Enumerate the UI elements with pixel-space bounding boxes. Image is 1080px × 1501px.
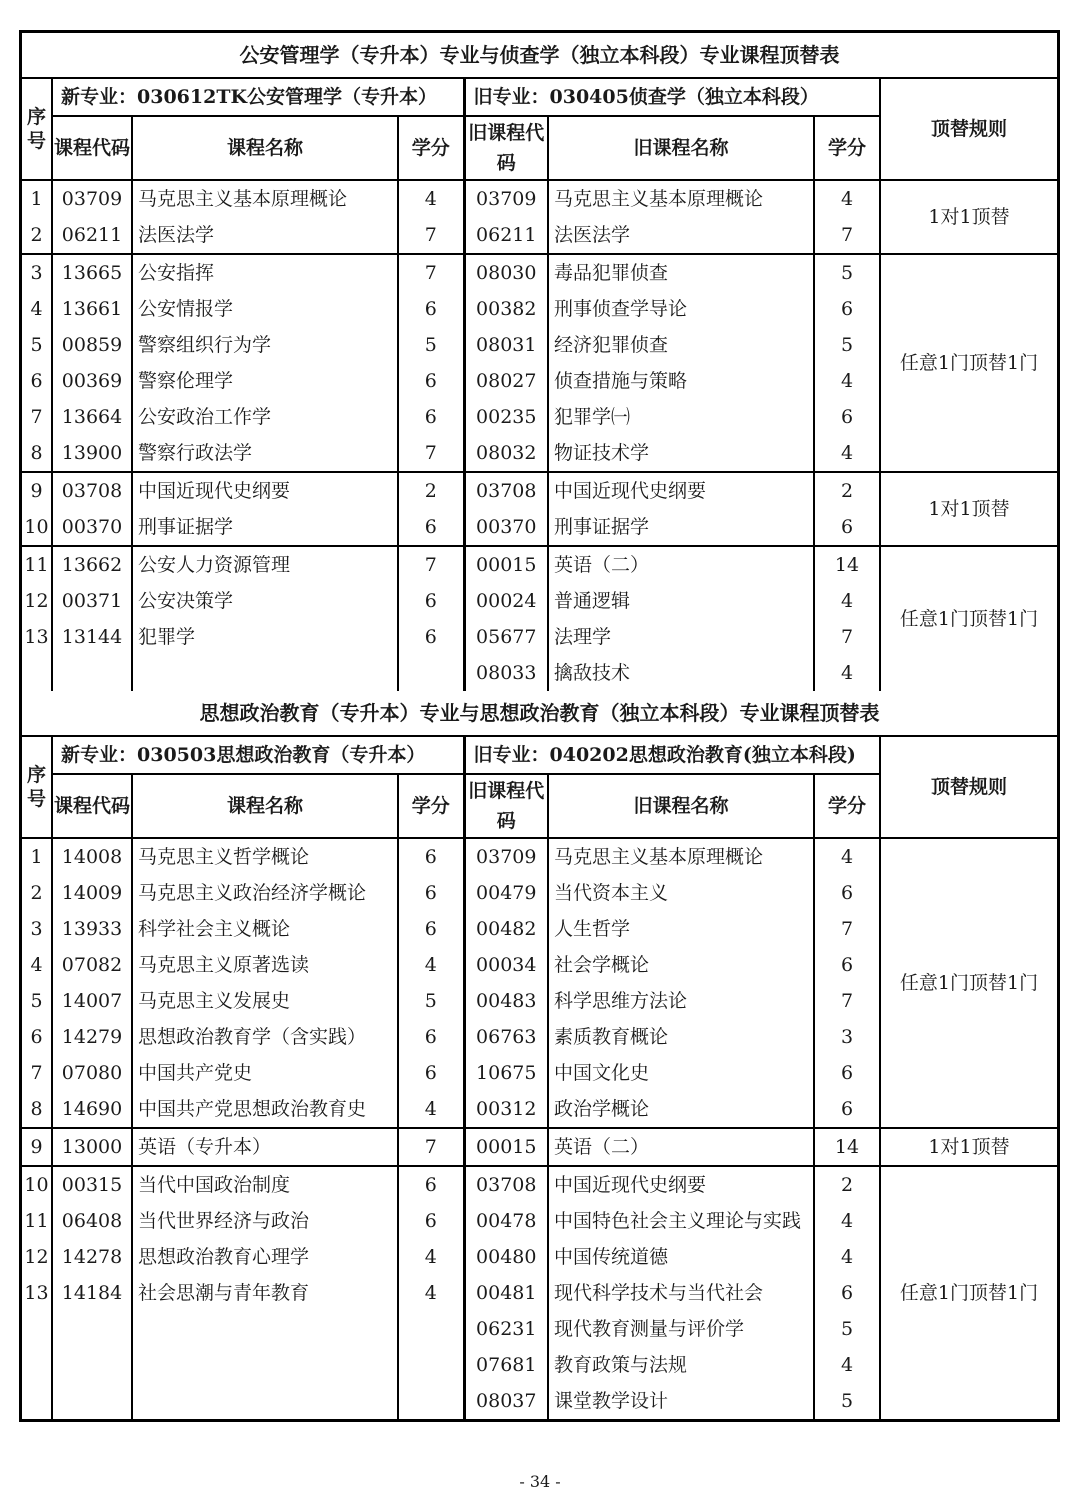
cell-old-credit: 7: [814, 619, 880, 655]
cell-old-credit: 4: [814, 363, 880, 399]
cell-old-name: 法医法学: [548, 217, 814, 254]
cell-old-name: 素质教育概论: [548, 1019, 814, 1055]
cell-old-credit: 6: [814, 1055, 880, 1091]
cell-name: 中国共产党思想政治教育史: [132, 1091, 398, 1128]
cell-name: 公安指挥: [132, 254, 398, 291]
cell-seq: 2: [22, 217, 52, 254]
cell-old-credit: 6: [814, 291, 880, 327]
cell-rule: 1对1顶替: [928, 206, 1010, 228]
cell-old-credit: 14: [814, 1128, 880, 1166]
cell-old-credit: 5: [814, 1383, 880, 1419]
old-major-label: 旧专业：040202思想政治教育(独立本科段): [464, 737, 880, 774]
cell-old-code: 08037: [464, 1383, 548, 1419]
cell-code: 13144: [52, 619, 132, 655]
cell-old-code: 00015: [464, 546, 548, 583]
table-row: [22, 1128, 1057, 1166]
cell-seq: 9: [22, 472, 52, 509]
cell-seq: 12: [22, 1239, 52, 1275]
cell-code: 00315: [52, 1166, 132, 1203]
cell-name: [132, 1347, 398, 1383]
table-row: [22, 254, 1057, 291]
new-major-label: 新专业：030612TK公安管理学（专升本）: [52, 79, 464, 116]
cell-code: 00859: [52, 327, 132, 363]
cell-old-name: 马克思主义基本原理概论: [548, 180, 814, 217]
cell-old-credit: 4: [814, 655, 880, 691]
cell-code: 14008: [52, 838, 132, 875]
cell-old-credit: 7: [814, 911, 880, 947]
header-row-majors: [22, 79, 1057, 116]
cell-old-name: 当代资本主义: [548, 875, 814, 911]
header-credit: 学分: [398, 774, 464, 838]
header-credit: 学分: [398, 116, 464, 180]
cell-code: 07080: [52, 1055, 132, 1091]
header-old-name: 旧课程名称: [548, 774, 814, 838]
cell-old-code: 06763: [464, 1019, 548, 1055]
cell-credit: 6: [398, 509, 464, 546]
section-political-education: [19, 691, 1060, 1422]
cell-code: 07082: [52, 947, 132, 983]
cell-code: 00370: [52, 509, 132, 546]
cell-old-code: 08027: [464, 363, 548, 399]
cell-name: 公安人力资源管理: [132, 546, 398, 583]
cell-credit: 6: [398, 838, 464, 875]
cell-seq: 5: [22, 983, 52, 1019]
cell-code: 13665: [52, 254, 132, 291]
cell-name: 法医法学: [132, 217, 398, 254]
cell-seq: 13: [22, 1275, 52, 1311]
cell-name: [132, 655, 398, 691]
cell-credit: 6: [398, 1203, 464, 1239]
cell-old-code: 08030: [464, 254, 548, 291]
cell-old-name: 法理学: [548, 619, 814, 655]
cell-old-credit: 4: [814, 583, 880, 619]
cell-credit: 4: [398, 180, 464, 217]
substitution-table: [22, 79, 1057, 691]
cell-seq: [22, 655, 52, 691]
cell-seq: 8: [22, 1091, 52, 1128]
cell-rule: 任意1门顶替1门: [880, 254, 1057, 472]
cell-name: 当代世界经济与政治: [132, 1203, 398, 1239]
cell-old-code: 06231: [464, 1311, 548, 1347]
cell-old-name: 现代教育测量与评价学: [548, 1311, 814, 1347]
cell-name: 中国共产党史: [132, 1055, 398, 1091]
cell-name: 思想政治教育心理学: [132, 1239, 398, 1275]
cell-rule: 1对1顶替: [880, 1128, 1057, 1166]
header-old-code: 旧课程代码: [464, 116, 548, 180]
cell-name: 科学社会主义概论: [132, 911, 398, 947]
cell-old-code: 03709: [464, 180, 548, 217]
cell-credit: [398, 1311, 464, 1347]
cell-code: 03709: [52, 180, 132, 217]
section-title: 公安管理学（专升本）专业与侦查学（独立本科段）专业课程顶替表: [22, 33, 1057, 79]
cell-old-name: 侦查措施与策略: [548, 363, 814, 399]
cell-code: 14278: [52, 1239, 132, 1275]
cell-old-code: 00235: [464, 399, 548, 435]
cell-old-name: 中国特色社会主义理论与实践: [548, 1203, 814, 1239]
cell-old-credit: 4: [814, 1239, 880, 1275]
cell-seq: 6: [22, 1019, 52, 1055]
cell-name: 英语（专升本）: [132, 1128, 398, 1166]
cell-code: 06408: [52, 1203, 132, 1239]
cell-old-credit: 2: [814, 1166, 880, 1203]
header-old-code: 旧课程代码: [464, 774, 548, 838]
cell-seq: 4: [22, 291, 52, 327]
cell-name: 马克思主义基本原理概论: [132, 180, 398, 217]
cell-seq: [22, 1383, 52, 1419]
cell-old-credit: 4: [814, 1347, 880, 1383]
cell-old-name: 中国文化史: [548, 1055, 814, 1091]
cell-old-code: 00480: [464, 1239, 548, 1275]
cell-old-credit: 6: [814, 1091, 880, 1128]
cell-name: 当代中国政治制度: [132, 1166, 398, 1203]
cell-seq: 4: [22, 947, 52, 983]
header-seq: 序号: [22, 79, 52, 180]
cell-code: 06211: [52, 217, 132, 254]
cell-name: 马克思主义政治经济学概论: [132, 875, 398, 911]
cell-credit: 6: [398, 1166, 464, 1203]
cell-name: 犯罪学: [132, 619, 398, 655]
cell-old-credit: 7: [814, 217, 880, 254]
cell-name: 马克思主义哲学概论: [132, 838, 398, 875]
cell-old-code: 03708: [464, 472, 548, 509]
cell-name: 思想政治教育学（含实践）: [132, 1019, 398, 1055]
cell-old-credit: 4: [814, 838, 880, 875]
cell-seq: 11: [22, 546, 52, 583]
table-row: [22, 1166, 1057, 1203]
new-major-label: 新专业：030503思想政治教育（专升本）: [52, 737, 464, 774]
cell-credit: [398, 1383, 464, 1419]
cell-seq: [22, 1347, 52, 1383]
cell-credit: 4: [398, 1275, 464, 1311]
cell-code: 13661: [52, 291, 132, 327]
cell-old-name: 中国传统道德: [548, 1239, 814, 1275]
header-old-name: 旧课程名称: [548, 116, 814, 180]
cell-name: 马克思主义发展史: [132, 983, 398, 1019]
cell-old-credit: 5: [814, 1311, 880, 1347]
cell-old-name: 课堂教学设计: [548, 1383, 814, 1419]
cell-old-code: 07681: [464, 1347, 548, 1383]
cell-old-credit: 4: [814, 180, 880, 217]
cell-old-name: 现代科学技术与当代社会: [548, 1275, 814, 1311]
cell-seq: 3: [22, 911, 52, 947]
header-seq: 序号: [22, 737, 52, 838]
cell-old-name: 教育政策与法规: [548, 1347, 814, 1383]
table-row: [22, 472, 1057, 509]
cell-old-code: 00479: [464, 875, 548, 911]
cell-old-code: 06211: [464, 217, 548, 254]
cell-old-code: 08032: [464, 435, 548, 472]
cell-seq: 1: [22, 180, 52, 217]
cell-old-code: 03708: [464, 1166, 548, 1203]
cell-old-code: 00483: [464, 983, 548, 1019]
cell-credit: [398, 655, 464, 691]
cell-name: 公安政治工作学: [132, 399, 398, 435]
cell-old-credit: 6: [814, 875, 880, 911]
cell-seq: 12: [22, 583, 52, 619]
cell-old-code: 03709: [464, 838, 548, 875]
cell-name: 公安决策学: [132, 583, 398, 619]
header-rule: 顶替规则: [880, 737, 1057, 838]
cell-rule: 任意1门顶替1门: [880, 1166, 1057, 1419]
header-name: 课程名称: [132, 116, 398, 180]
table-row: [22, 546, 1057, 583]
cell-seq: [22, 1311, 52, 1347]
cell-code: 14690: [52, 1091, 132, 1128]
cell-old-name: 社会学概论: [548, 947, 814, 983]
cell-credit: 5: [398, 327, 464, 363]
header-name: 课程名称: [132, 774, 398, 838]
cell-credit: 6: [398, 875, 464, 911]
course-substitution-sheet: [19, 30, 1060, 1422]
cell-old-name: 中国近现代史纲要: [548, 472, 814, 509]
cell-old-code: 00015: [464, 1128, 548, 1166]
header-code: 课程代码: [52, 116, 132, 180]
cell-credit: 6: [398, 1055, 464, 1091]
cell-old-code: 08031: [464, 327, 548, 363]
cell-seq: 3: [22, 254, 52, 291]
cell-old-code: 10675: [464, 1055, 548, 1091]
cell-old-name: 毒品犯罪侦查: [548, 254, 814, 291]
header-old-credit: 学分: [814, 116, 880, 180]
cell-credit: 7: [398, 435, 464, 472]
cell-rule: 任意1门顶替1门: [880, 546, 1057, 691]
cell-old-name: 人生哲学: [548, 911, 814, 947]
cell-name: 公安情报学: [132, 291, 398, 327]
cell-old-credit: 2: [814, 472, 880, 509]
cell-seq: 5: [22, 327, 52, 363]
header-row-majors: [22, 737, 1057, 774]
cell-code: 00371: [52, 583, 132, 619]
cell-old-code: 08033: [464, 655, 548, 691]
cell-seq: 10: [22, 509, 52, 546]
cell-old-name: 犯罪学㈠: [548, 399, 814, 435]
page-number: - 34 -: [519, 1472, 561, 1491]
cell-name: 中国近现代史纲要: [132, 472, 398, 509]
cell-old-name: 中国近现代史纲要: [548, 1166, 814, 1203]
cell-old-name: 刑事证据学: [548, 509, 814, 546]
header-old-credit: 学分: [814, 774, 880, 838]
cell-credit: 7: [398, 546, 464, 583]
cell-old-code: 00481: [464, 1275, 548, 1311]
cell-code: 13662: [52, 546, 132, 583]
cell-old-name: 物证技术学: [548, 435, 814, 472]
cell-code: [52, 1311, 132, 1347]
cell-seq: 1: [22, 838, 52, 875]
cell-old-code: 00312: [464, 1091, 548, 1128]
header-rule: 顶替规则: [880, 79, 1057, 180]
cell-credit: 2: [398, 472, 464, 509]
cell-code: 14009: [52, 875, 132, 911]
cell-credit: 4: [398, 1239, 464, 1275]
cell-rule: 任意1门顶替1门: [899, 972, 1039, 994]
cell-name: 警察组织行为学: [132, 327, 398, 363]
cell-old-code: 00478: [464, 1203, 548, 1239]
cell-code: 14184: [52, 1275, 132, 1311]
cell-seq: 9: [22, 1128, 52, 1166]
cell-name: 社会思潮与青年教育: [132, 1275, 398, 1311]
cell-old-credit: 3: [814, 1019, 880, 1055]
cell-old-credit: 7: [814, 983, 880, 1019]
cell-old-code: 05677: [464, 619, 548, 655]
cell-code: [52, 1383, 132, 1419]
cell-code: [52, 655, 132, 691]
cell-credit: 5: [398, 983, 464, 1019]
cell-seq: 6: [22, 363, 52, 399]
cell-credit: 4: [398, 1091, 464, 1128]
cell-old-credit: 4: [814, 1203, 880, 1239]
cell-old-credit: 6: [814, 1275, 880, 1311]
cell-rule: 1对1顶替: [880, 472, 1057, 546]
cell-old-credit: 4: [814, 435, 880, 472]
cell-seq: 2: [22, 875, 52, 911]
cell-old-name: 政治学概论: [548, 1091, 814, 1128]
cell-old-name: 普通逻辑: [548, 583, 814, 619]
cell-credit: 7: [398, 1128, 464, 1166]
cell-old-credit: 6: [814, 947, 880, 983]
cell-old-code: 00382: [464, 291, 548, 327]
cell-old-code: 00370: [464, 509, 548, 546]
cell-name: 警察伦理学: [132, 363, 398, 399]
cell-seq: 13: [22, 619, 52, 655]
cell-old-name: 刑事侦查学导论: [548, 291, 814, 327]
cell-old-name: 英语（二）: [548, 546, 814, 583]
cell-credit: 6: [398, 911, 464, 947]
cell-credit: 6: [398, 619, 464, 655]
cell-name: 马克思主义原著选读: [132, 947, 398, 983]
table-row: [22, 838, 1057, 875]
cell-seq: 7: [22, 1055, 52, 1091]
cell-old-credit: 14: [814, 546, 880, 583]
cell-code: 03708: [52, 472, 132, 509]
cell-seq: 8: [22, 435, 52, 472]
section-police-management: [19, 30, 1060, 691]
old-major-label: 旧专业：030405侦查学（独立本科段）: [464, 79, 880, 116]
cell-code: 13933: [52, 911, 132, 947]
cell-credit: 6: [398, 583, 464, 619]
section-title: 思想政治教育（专升本）专业与思想政治教育（独立本科段）专业课程顶替表: [22, 691, 1057, 737]
substitution-table: [22, 737, 1057, 1419]
cell-old-credit: 5: [814, 327, 880, 363]
cell-old-credit: 5: [814, 254, 880, 291]
cell-old-credit: 6: [814, 399, 880, 435]
cell-credit: 6: [398, 291, 464, 327]
cell-credit: 6: [398, 363, 464, 399]
cell-code: 13664: [52, 399, 132, 435]
cell-credit: 4: [398, 947, 464, 983]
header-code: 课程代码: [52, 774, 132, 838]
cell-credit: 6: [398, 1019, 464, 1055]
cell-old-name: 英语（二）: [548, 1128, 814, 1166]
cell-name: [132, 1383, 398, 1419]
cell-old-code: 00024: [464, 583, 548, 619]
cell-old-credit: 6: [814, 509, 880, 546]
cell-name: [132, 1311, 398, 1347]
cell-code: 13900: [52, 435, 132, 472]
cell-seq: 11: [22, 1203, 52, 1239]
cell-credit: 7: [398, 217, 464, 254]
cell-old-name: 经济犯罪侦查: [548, 327, 814, 363]
cell-code: 14007: [52, 983, 132, 1019]
cell-seq: 10: [22, 1166, 52, 1203]
cell-old-name: 马克思主义基本原理概论: [548, 838, 814, 875]
cell-code: [52, 1347, 132, 1383]
cell-credit: [398, 1347, 464, 1383]
cell-code: 14279: [52, 1019, 132, 1055]
cell-old-code: 00482: [464, 911, 548, 947]
cell-old-code: 00034: [464, 947, 548, 983]
cell-seq: 7: [22, 399, 52, 435]
table-row: [22, 180, 1057, 217]
cell-name: 警察行政法学: [132, 435, 398, 472]
cell-old-name: 擒敌技术: [548, 655, 814, 691]
cell-credit: 7: [398, 254, 464, 291]
cell-code: 00369: [52, 363, 132, 399]
cell-code: 13000: [52, 1128, 132, 1166]
cell-name: 刑事证据学: [132, 509, 398, 546]
cell-credit: 6: [398, 399, 464, 435]
cell-old-name: 科学思维方法论: [548, 983, 814, 1019]
